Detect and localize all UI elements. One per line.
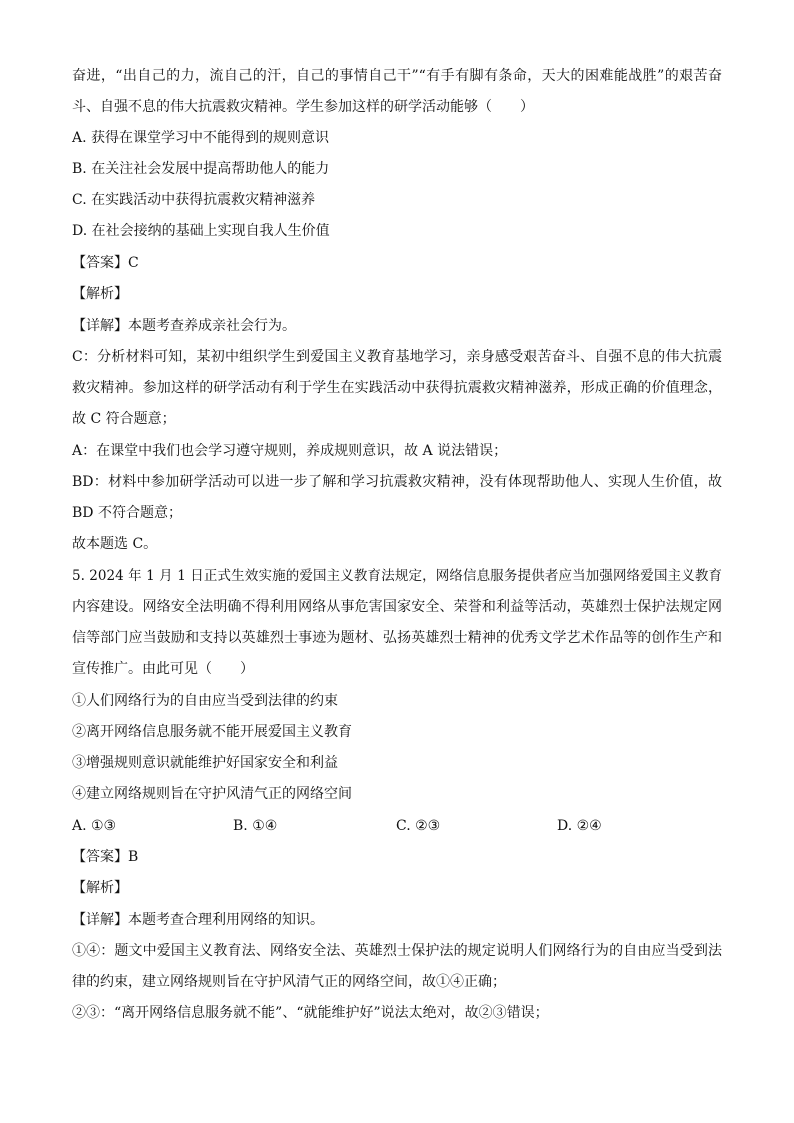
q4-option-a: A. 获得在课堂学习中不能得到的规则意识 xyxy=(72,130,330,146)
q5-answer: 【答案】B xyxy=(72,849,139,865)
q5-stem-line-1: 5. 2024 年 1 月 1 日正式生效实施的爱国主义教育法规定，网络信息服务提供者应当加强网络爱国主义教育 xyxy=(72,568,722,584)
q4-answer: 【答案】C xyxy=(72,255,139,271)
q5-detail-line-3: 律的约束，建立网络规则旨在守护风清气正的网络空间，故①④正确； xyxy=(72,974,506,990)
q4-detail-line-1: 【详解】本题考查养成亲社会行为。 xyxy=(72,318,296,334)
q5-statement-4: ④建立网络规则旨在守护风清气正的网络空间 xyxy=(72,786,352,802)
q5-statement-1: ①人们网络行为的自由应当受到法律的约束 xyxy=(72,693,338,709)
q4-detail-line-3: 救灾精神。参加这样的研学活动有利于学生在实践活动中获得抗震救灾精神滋养，形成正确的价值理念， xyxy=(72,380,722,396)
q4-detail-line-8: 故本题选 C。 xyxy=(72,536,158,552)
q5-detail-line-1: 【详解】本题考查合理利用网络的知识。 xyxy=(72,912,324,928)
q4-option-c: C. 在实践活动中获得抗震救灾精神滋养 xyxy=(72,192,316,208)
q5-choice-a: A. ①③ xyxy=(72,818,117,834)
q4-detail-line-5: A：在课堂中我们也会学习遵守规则，养成规则意识，故 A 说法错误； xyxy=(72,443,508,459)
q4-detail-line-2: C：分析材料可知，某初中组织学生到爱国主义教育基地学习，亲身感受艰苦奋斗、自强不息的伟大抗震 xyxy=(72,349,722,365)
q4-option-b: B. 在关注社会发展中提高帮助他人的能力 xyxy=(72,161,330,177)
q4-detail-line-4: 故 C 符合题意； xyxy=(72,411,176,427)
q5-choice-c: C. ②③ xyxy=(396,818,441,834)
q5-choice-b: B. ①④ xyxy=(233,818,278,834)
q5-analysis-label: 【解析】 xyxy=(72,880,128,896)
q4-stem-line-2: 斗、自强不息的伟大抗震救灾精神。学生参加这样的研学活动能够（ ） xyxy=(72,99,534,115)
q5-choice-d: D. ②④ xyxy=(557,818,602,834)
q5-stem-line-4: 宣传推广。由此可见（ ） xyxy=(72,661,254,677)
q5-detail-line-4: ②③：“离开网络信息服务就不能”、“就能维护好”说法太绝对，故②③错误； xyxy=(72,1005,549,1021)
q5-statement-2: ②离开网络信息服务就不能开展爱国主义教育 xyxy=(72,724,352,740)
q4-option-d: D. 在社会接纳的基础上实现自我人生价值 xyxy=(72,223,330,239)
q4-analysis-label: 【解析】 xyxy=(72,286,128,302)
q4-detail-line-6: BD：材料中参加研学活动可以进一步了解和学习抗震救灾精神，没有体现帮助他人、实现人生价值，故 xyxy=(72,474,722,490)
q5-statement-3: ③增强规则意识就能维护好国家安全和利益 xyxy=(72,755,338,771)
q5-detail-line-2: ①④：题文中爱国主义教育法、网络安全法、英雄烈士保护法的规定说明人们网络行为的自由应当受到法 xyxy=(72,943,722,959)
q4-stem-line-1: 奋进，“出自己的力，流自己的汗，自己的事情自己干”“有手有脚有条命，天大的困难能战胜”的艰苦奋 xyxy=(72,68,722,84)
q5-stem-line-2: 内容建设。网络安全法明确不得利用网络从事危害国家安全、荣誉和利益等活动，英雄烈士保护法规定网 xyxy=(72,599,722,615)
q5-stem-line-3: 信等部门应当鼓励和支持以英雄烈士事迹为题材、弘扬英雄烈士精神的优秀文学艺术作品等的创作生产和 xyxy=(72,630,722,646)
q4-detail-line-7: BD 不符合题意； xyxy=(72,505,182,521)
